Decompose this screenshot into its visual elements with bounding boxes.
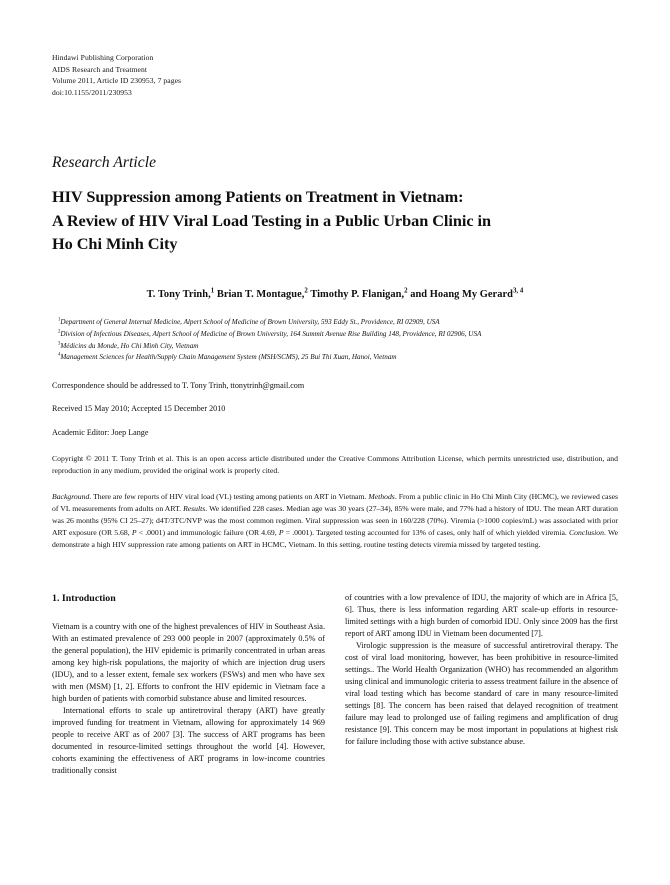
volume-article-id: Volume 2011, Article ID 230953, 7 pages: [52, 76, 182, 86]
body-columns: [52, 592, 618, 885]
affiliation-item: [58, 341, 618, 353]
page-title: [52, 185, 618, 255]
affiliation-list: [58, 317, 618, 363]
section-heading-introduction: 1. Introduction: [52, 593, 116, 604]
academic-editor-line: Academic Editor: Joep Lange: [52, 428, 149, 438]
article-meta: [52, 380, 618, 439]
affiliation-text: Management Sciences for Health/Supply Chain Management System (MSH/SCMS), 25 Bui Thi Xuan, Hanoi, Vietnam: [60, 353, 397, 362]
title-line-2: A Review of HIV Viral Load Testing in a Public Urban Clinic in: [52, 210, 492, 230]
affiliation-item: [58, 317, 618, 329]
two-column-text: [52, 592, 618, 885]
title-line-1: HIV Suppression among Patients on Treatment in Vietnam:: [52, 187, 464, 207]
affiliation-text: Médicins du Monde, Ho Chi Minh City, Vietnam: [60, 341, 199, 350]
journal-masthead: [52, 52, 618, 98]
affiliation-item: [58, 329, 618, 341]
affiliation-text: Division of Infectious Diseases, Alpert School of Medicine of Brown University, 164 Summit Avenue Rise Building 148, Providence, RI 02906, USA: [60, 330, 482, 339]
body-paragraph: Vietnam is a country with one of the highest prevalences of HIV in Southeast Asia. With an estimated prevalence of 293 000 people in 2007 (approximately 0.5% of the general population), the HIV epidemic is primarily concentrated in urban areas among key high-risk populations, the majority of which are injection drug users (IDU), and to a lesser extent, female sex workers (FSWs) and men who have sex with men (MSM) [1, 2]. Efforts to confront the HIV epidemic in Vietnam face a high burden of patients with comorbid substance abuse and limited resources.: [52, 621, 325, 703]
article-type-label: Research Article: [52, 154, 157, 172]
affiliation-marker: 1: [58, 318, 61, 324]
title-line-3: Ho Chi Minh City: [52, 234, 178, 254]
doi: doi:10.1155/2011/230953: [52, 87, 132, 97]
author-list: T. Tony Trinh,$^1$ Brian T. Montague,$^2$ Timothy P. Flanigan,$^2$ and Hoang My Gerard$^{3, 4}$: [146, 288, 524, 301]
body-paragraph: of countries with a low prevalence of IDU, the majority of which are in Africa [5, 6]. Thus, there is less information regarding ART scale-up efforts in resource-limited settings with a high burden of comorbid IDU. Only since 2009 has the first report of ART among IDU in Vietnam been documented [7].: [345, 593, 618, 639]
correspondence-line: Correspondence should be addressed to T. Tony Trinh, ttonytrinh@gmail.com: [52, 380, 305, 390]
abstract: Background. There are few reports of HIV viral load (VL) testing among patients on ART in Vietnam. Methods. From a public clinic in Ho Chi Minh City (HCMC), we reviewed cases of VL measurements from adults on ART. Results. We identified 228 cases. Median age was 30 years (27–34), 85% were male, and 77% had a history of IDU. The mean ART duration was 26 months (95% CI 25–27); d4T/3TC/NVP was the most common regimen. Viral suppression was seen in 160/228 (70%). Viremia (>1000 copies/mL) was associated with prior ART exposure (OR 5.68, P < .0001) and immunologic failure (OR 4.69, P = .0001). Targeted testing accounted for 13% of cases, only half of which yielded viremia. Conclusion. We demonstrate a high HIV suppression rate among patients on ART in HCMC, Vietnam. In this setting, routine testing detects viremia missed by targeted testing.: [52, 491, 619, 549]
received-accepted-line: Received 15 May 2010; Accepted 15 December 2010: [52, 404, 226, 414]
affiliation-item: [58, 352, 618, 364]
copyright-statement: Copyright © 2011 T. Tony Trinh et al. This is an open access article distributed under the Creative Commons Attribution License, which permits unrestricted use, distribution, and reproduction in any medium, provided the original work is properly cited.: [52, 454, 618, 476]
body-paragraph: International efforts to scale up antiretroviral therapy (ART) have greatly improved funding for treatment in Vietnam, allowing for approximately 14 969 people to receive ART as of 2007 [3]. The success of ART programs has been documented in resource-limited settings throughout the world [4]. However, cohorts examining the effectiveness of ART programs in low-income countries traditionally consist: [52, 705, 325, 775]
affiliation-text: Department of General Internal Medicine, Alpert School of Medicine of Brown University, 593 Eddy St., Providence, RI 02909, USA: [60, 318, 440, 327]
body-paragraph: Virologic suppression is the measure of successful antiretroviral therapy. The cost of viral load monitoring, however, has been prohibitive in resource-limited settings.. The World Health Organization (WHO) has recommended an algorithm using clinical and immunologic criteria to assess treatment failure in the absence of viral load testing which has become standard of care in many resource-limited settings [8]. The concern has been raised that delayed recognition of treatment failure may lead to prolonged use of failing regimens and amplification of drug resistance [9]. This concern may be most important in populations at highest risk for failure including those with active substance abuse.: [345, 641, 618, 747]
affiliation-marker: 4: [58, 352, 61, 358]
affiliation-marker: 3: [58, 341, 61, 347]
publisher-name: Hindawi Publishing Corporation: [52, 53, 154, 62]
affiliation-marker: 2: [58, 329, 61, 335]
journal-name: AIDS Research and Treatment: [52, 64, 148, 74]
